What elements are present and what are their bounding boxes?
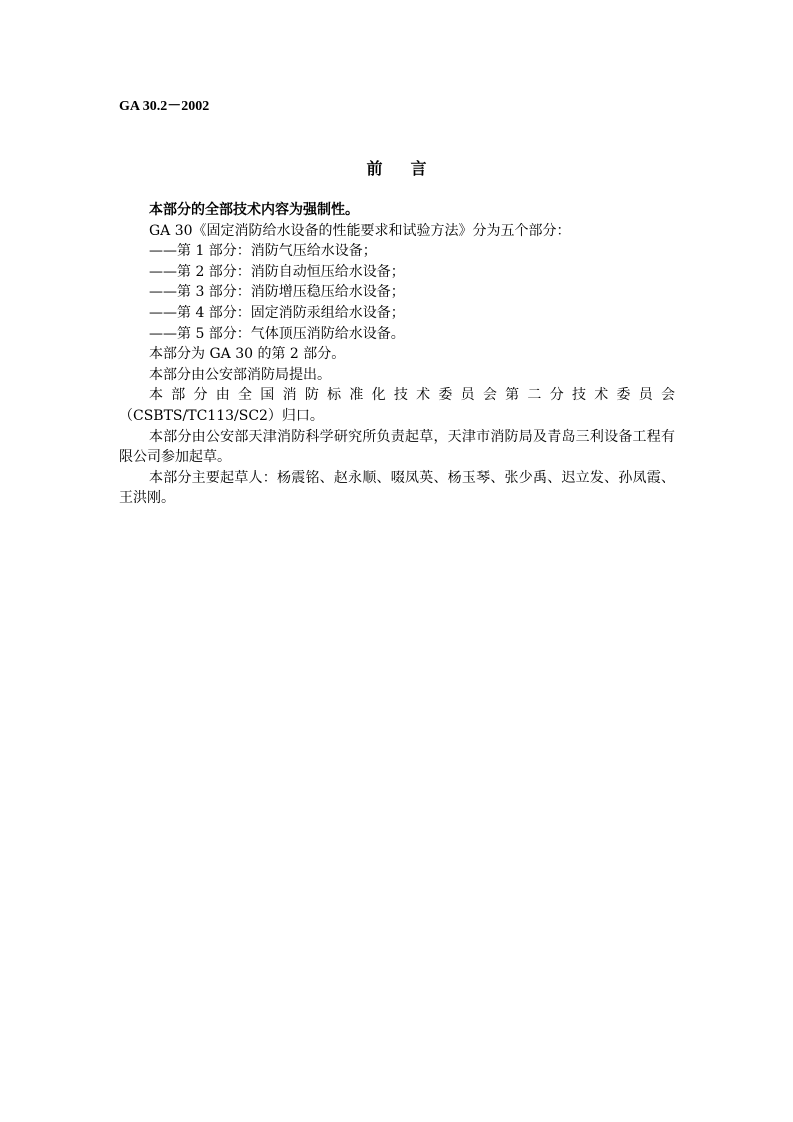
part-list-item: ——第 4 部分：固定消防汞组给水设备； <box>149 304 405 321</box>
drafters-paragraph: 本部分主要起草人：杨震铭、赵永顺、啜凤英、杨玉琴、张少禹、迟立发、孙凤霞、王洪刚。 <box>119 469 675 507</box>
part-list-item: ——第 3 部分：消防增压稳压给水设备； <box>149 284 405 301</box>
part-list-item: ——第 5 部分：气体顶压消防给水设备。 <box>149 325 405 342</box>
proposed-by-paragraph: 本部分由公安部消防局提出。 <box>149 366 331 383</box>
mandatory-statement: 本部分的全部技术内容为强制性。 <box>149 202 359 218</box>
foreword-body <box>119 200 675 509</box>
drafted-by-paragraph: 本部分由公安部天津消防科学研究所负责起草，天津市消防局及青岛三利设备工程有限公司参加起草。 <box>119 428 675 466</box>
this-part-paragraph: 本部分为 GA 30 的第 2 部分。 <box>149 346 346 363</box>
managed-by-line-2: （CSBTS/TC113/SC2）归口。 <box>119 407 324 424</box>
intro-paragraph: GA 30《固定消防给水设备的性能要求和试验方法》分为五个部分： <box>149 222 571 239</box>
part-list-item: ——第 2 部分：消防自动恒压给水设备； <box>149 263 405 280</box>
part-list-item: ——第 1 部分：消防气压给水设备； <box>149 243 377 260</box>
managed-by-line-1: 本部分由全国消防标准化技术委员会第二分技术委员会 <box>149 387 675 404</box>
section-heading: 前言 <box>366 159 455 178</box>
standard-number: GA 30.2－2002 <box>119 99 210 114</box>
